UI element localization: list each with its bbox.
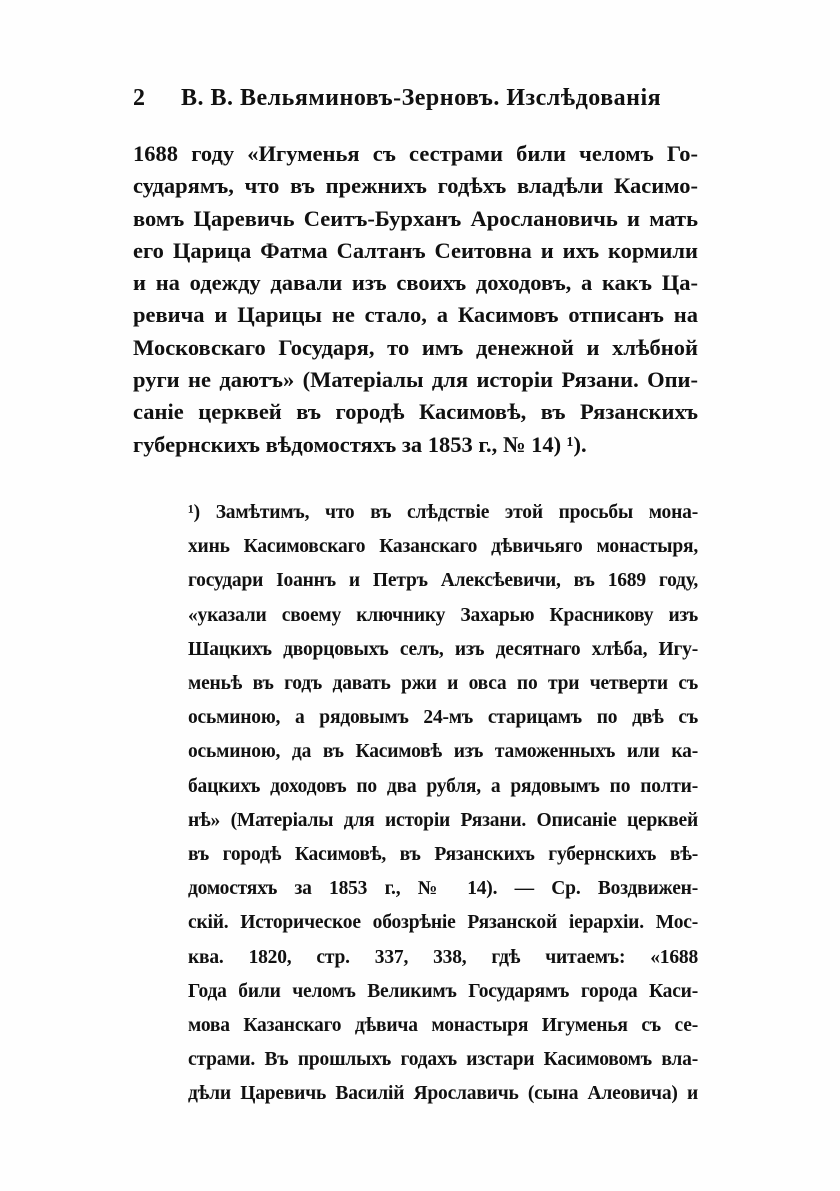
page-number: 2: [133, 85, 146, 111]
text-line-last: [133, 429, 698, 461]
footnote-line: меньѣ въ годъ давать ржи и овса по три четверти съ: [188, 673, 698, 695]
text-line: ревича и Царицы не стало, а Касимовъ отписанъ на: [133, 302, 698, 328]
running-head: [133, 85, 713, 115]
text-line: его Царица Фатма Салтанъ Сеитовна и ихъ кормили: [133, 237, 698, 263]
footnote-line: мова Казанскаго дѣвича монастыря Игуменья съ се-: [188, 1015, 698, 1037]
footnote-line: осьминою, да въ Касимовѣ изъ таможенныхъ или ка-: [188, 741, 698, 763]
text-line: Московскаго Государя, то имъ денежной и хлѣбной: [133, 334, 698, 360]
footnote-line: «указали своему ключнику Захарью Красникову изъ: [188, 604, 698, 626]
footnote-line: страми. Въ прошлыхъ годахъ изстари Касимовомъ вла-: [188, 1049, 698, 1071]
footnote-line: дѣли Царевичь Василій Ярославичь (сына Алеовича) и: [188, 1083, 698, 1105]
text-line: сударямъ, что въ прежнихъ годѣхъ владѣли Касимо-: [133, 173, 698, 199]
text-line: 1688 году «Игуменья съ сестрами били челомъ Го-: [133, 141, 698, 166]
footnote-line: скій. Историческое обозрѣніе Рязанской іерархіи. Мос-: [188, 912, 698, 934]
footnote-line: Шацкихъ дворцовыхъ селъ, изъ десятнаго хлѣба, Игу-: [188, 638, 698, 660]
footnote: [188, 496, 698, 1112]
footnote-line: въ городѣ Касимовѣ, въ Рязанскихъ губернскихъ вѣ-: [188, 844, 698, 866]
running-title: В. В. Вельяминовъ-Зерновъ. Изслѣдованія: [181, 85, 662, 111]
text-line: руги не даютъ» (Матеріалы для исторіи Рязани. Опи-: [133, 367, 698, 393]
text-line: и на одежду давали изъ своихъ доходовъ, а какъ Ца-: [133, 270, 698, 296]
footnote-line: ква. 1820, стр. 337, 338, гдѣ читаемъ: «1688: [188, 946, 698, 968]
footnote-line: бацкихъ доходовъ по два рубля, а рядовымъ по полти-: [188, 775, 698, 797]
footnote-marker: ¹): [188, 502, 200, 523]
footnote-reference: ¹).: [566, 431, 587, 457]
footnote-line: нѣ» (Матеріалы для исторіи Рязани. Описаніе церквей: [188, 809, 698, 831]
footnote-line-content: Замѣтимъ, что въ слѣдствіе этой просьбы мона-: [215, 502, 698, 523]
main-paragraph: [133, 138, 698, 461]
text-line: вомъ Царевичь Сеитъ-Бурханъ Арослановичь и мать: [133, 205, 698, 231]
footnote-first-line: [188, 496, 698, 530]
text-line: саніе церквей въ городѣ Касимовѣ, въ Рязанскихъ: [133, 399, 698, 425]
footnote-line: Года били челомъ Великимъ Государямъ города Каси-: [188, 980, 698, 1002]
footnote-line: осьминою, а рядовымъ 24-мъ старицамъ по двѣ съ: [188, 707, 698, 729]
footnote-line: домостяхъ за 1853 г., № 14). — Ср. Воздвижен-: [188, 878, 698, 900]
footnote-line: хинь Касимовскаго Казанскаго дѣвичьяго монастыря,: [188, 536, 698, 558]
footnote-line: государи Іоаннъ и Петръ Алексѣевичи, въ 1689 году,: [188, 570, 698, 592]
text-line-content: губернскихъ вѣдомостяхъ за 1853 г., № 14): [133, 431, 562, 457]
